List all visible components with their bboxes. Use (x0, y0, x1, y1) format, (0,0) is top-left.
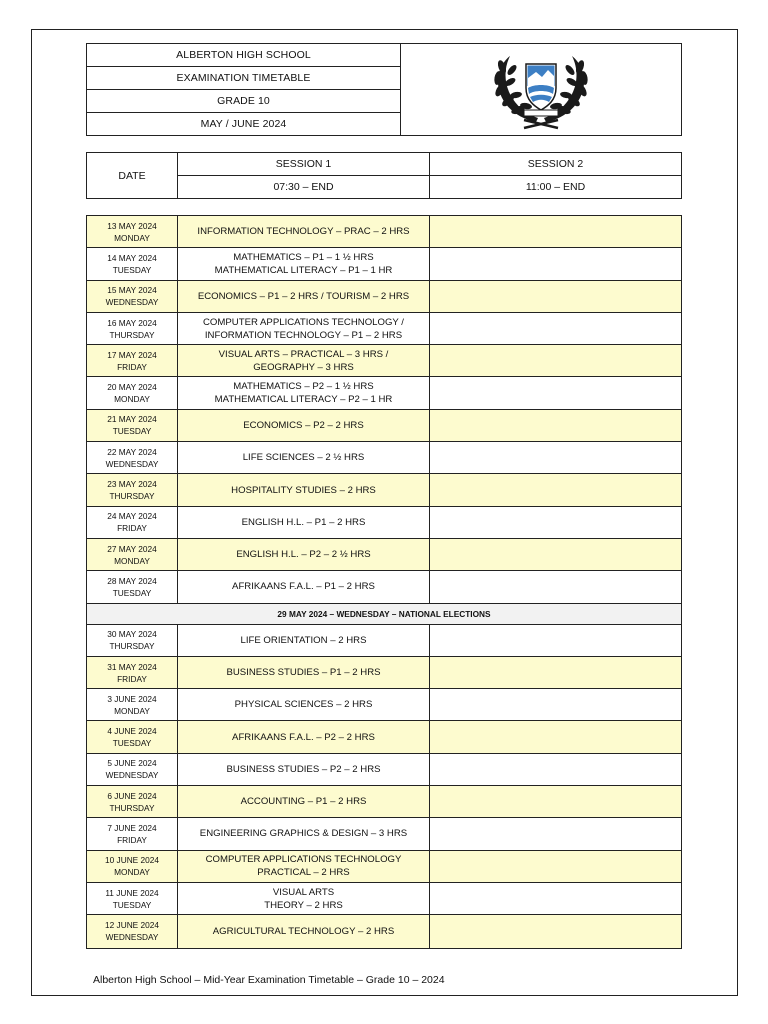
session1-cell (178, 345, 430, 376)
date-cell (87, 377, 178, 408)
special-notice-text: 29 MAY 2024 – WEDNESDAY – NATIONAL ELECTIONS (277, 608, 491, 619)
exam-day: WEDNESDAY (105, 770, 159, 781)
session1-cell (178, 442, 430, 473)
session2-cell (430, 721, 681, 752)
header-block (86, 43, 682, 136)
session1-cell (178, 313, 430, 344)
table-row (87, 786, 681, 818)
exam-day: THURSDAY (109, 641, 155, 652)
exam-date: 10 JUNE 2024 (105, 855, 159, 866)
session2-cell (430, 507, 681, 538)
subject-line: ACCOUNTING – P1 – 2 HRS (240, 796, 367, 808)
session2-cell (430, 818, 681, 849)
subject-line: ENGLISH H.L. – P2 – 2 ½ HRS (236, 549, 371, 561)
table-row (87, 281, 681, 313)
subject-line: INFORMATION TECHNOLOGY – P1 – 2 HRS (204, 329, 403, 341)
date-cell (87, 689, 178, 720)
table-row (87, 377, 681, 409)
subject-line: COMPUTER APPLICATIONS TECHNOLOGY (205, 854, 402, 866)
session-header (86, 152, 682, 199)
exam-day: THURSDAY (109, 491, 155, 502)
subject-line: MATHEMATICAL LITERACY – P2 – 1 HR (214, 394, 393, 406)
subject-line: MATHEMATICS – P1 – 1 ½ HRS (233, 251, 374, 263)
special-notice-row (87, 604, 681, 625)
session1-cell (178, 657, 430, 688)
exam-day: FRIDAY (117, 523, 147, 534)
table-row (87, 721, 681, 753)
table-row (87, 507, 681, 539)
date-cell (87, 345, 178, 376)
exam-day: THURSDAY (109, 802, 155, 813)
date-cell (87, 539, 178, 570)
page-footer: Alberton High School – Mid-Year Examination Timetable – Grade 10 – 2024 (93, 974, 445, 986)
subject-line: HOSPITALITY STUDIES – 2 HRS (231, 484, 376, 496)
session1-time: 07:30 – END (178, 176, 430, 199)
session2-cell (430, 571, 681, 602)
subject-line: ECONOMICS – P1 – 2 HRS / TOURISM – 2 HRS (197, 290, 410, 302)
session1-cell (178, 915, 430, 947)
session2-header: SESSION 2 (430, 153, 681, 176)
session2-cell (430, 474, 681, 505)
session1-cell (178, 818, 430, 849)
session2-cell (430, 786, 681, 817)
session2-cell (430, 345, 681, 376)
session1-cell (178, 851, 430, 882)
session1-cell (178, 689, 430, 720)
exam-date: 30 MAY 2024 (107, 629, 157, 640)
date-column-header: DATE (87, 153, 178, 198)
date-cell (87, 216, 178, 247)
exam-day: MONDAY (114, 232, 150, 243)
subject-line: AGRICULTURAL TECHNOLOGY – 2 HRS (212, 925, 395, 937)
date-cell (87, 313, 178, 344)
date-cell (87, 474, 178, 505)
exam-day: MONDAY (114, 394, 150, 405)
exam-day: TUESDAY (112, 738, 152, 749)
session1-cell (178, 507, 430, 538)
exam-day: MONDAY (114, 555, 150, 566)
date-cell (87, 754, 178, 785)
session2-cell (430, 915, 681, 947)
session2-cell (430, 689, 681, 720)
school-name: ALBERTON HIGH SCHOOL (87, 44, 400, 67)
session2-time: 11:00 – END (525, 180, 586, 193)
exam-day: FRIDAY (117, 673, 147, 684)
crest-cell (401, 44, 681, 135)
table-row (87, 689, 681, 721)
table-row (87, 818, 681, 850)
date-cell (87, 281, 178, 312)
session2-cell (430, 625, 681, 656)
date-cell (87, 786, 178, 817)
exam-date: 23 MAY 2024 (107, 479, 157, 490)
exam-day: MONDAY (114, 705, 150, 716)
session2-cell (430, 248, 681, 279)
session1-cell (178, 474, 430, 505)
subject-line: GEOGRAPHY – 3 HRS (253, 361, 354, 373)
exam-period: MAY / JUNE 2024 (200, 118, 287, 130)
exam-date: 4 JUNE 2024 (107, 726, 157, 737)
session2-cell (430, 281, 681, 312)
table-row (87, 571, 681, 603)
subject-line: LIFE ORIENTATION – 2 HRS (240, 634, 367, 646)
subject-line: INFORMATION TECHNOLOGY – PRAC – 2 HRS (197, 226, 410, 238)
exam-day: FRIDAY (117, 361, 147, 372)
session1-cell (178, 625, 430, 656)
exam-day: MONDAY (114, 867, 150, 878)
session2-cell (430, 754, 681, 785)
exam-day: TUESDAY (112, 587, 152, 598)
table-row (87, 851, 681, 883)
session1-cell (178, 883, 430, 914)
subject-line: LIFE SCIENCES – 2 ½ HRS (242, 452, 365, 464)
subject-line: BUSINESS STUDIES – P2 – 2 HRS (226, 763, 381, 775)
table-row (87, 657, 681, 689)
exam-date: 28 MAY 2024 (107, 575, 157, 586)
table-row (87, 883, 681, 915)
exam-day: WEDNESDAY (105, 297, 159, 308)
timetable (86, 215, 682, 949)
date-cell (87, 625, 178, 656)
session1-cell (178, 786, 430, 817)
table-row (87, 625, 681, 657)
exam-day: TUESDAY (112, 899, 152, 910)
table-row (87, 539, 681, 571)
date-cell (87, 721, 178, 752)
session2-cell (430, 883, 681, 914)
session1-cell (178, 248, 430, 279)
table-row (87, 248, 681, 280)
session1-header: SESSION 1 (178, 153, 430, 176)
session1-cell (178, 571, 430, 602)
date-cell (87, 883, 178, 914)
date-cell (87, 507, 178, 538)
subject-line: ECONOMICS – P2 – 2 HRS (243, 419, 364, 431)
exam-day: THURSDAY (109, 329, 155, 340)
session2-cell (430, 851, 681, 882)
table-row (87, 216, 681, 248)
table-row (87, 410, 681, 442)
header-lines (87, 44, 401, 135)
session2-cell (430, 442, 681, 473)
subject-line: VISUAL ARTS (272, 886, 335, 898)
exam-date: 5 JUNE 2024 (107, 758, 157, 769)
document-title: EXAMINATION TIMETABLE (87, 67, 400, 90)
date-cell (87, 248, 178, 279)
session2-cell (430, 377, 681, 408)
session1-cell (178, 410, 430, 441)
exam-date: 15 MAY 2024 (107, 285, 157, 296)
exam-date: 31 MAY 2024 (107, 661, 157, 672)
subject-line: ENGLISH H.L. – P1 – 2 HRS (241, 516, 366, 528)
session2-cell (430, 539, 681, 570)
exam-day: WEDNESDAY (105, 458, 159, 469)
exam-date: 14 MAY 2024 (107, 252, 157, 263)
subject-line: ENGINEERING GRAPHICS & DESIGN – 3 HRS (199, 828, 408, 840)
subject-line: MATHEMATICAL LITERACY – P1 – 1 HR (214, 264, 393, 276)
date-cell (87, 571, 178, 602)
table-row (87, 313, 681, 345)
session1-cell (178, 754, 430, 785)
date-cell (87, 410, 178, 441)
exam-date: 3 JUNE 2024 (107, 693, 157, 704)
exam-day: WEDNESDAY (105, 932, 159, 943)
exam-day: TUESDAY (112, 426, 152, 437)
date-cell (87, 442, 178, 473)
subject-line: AFRIKAANS F.A.L. – P1 – 2 HRS (232, 581, 375, 593)
subject-line: MATHEMATICS – P2 – 1 ½ HRS (233, 381, 374, 393)
exam-date: 6 JUNE 2024 (107, 790, 157, 801)
subject-line: VISUAL ARTS – PRACTICAL – 3 HRS / (218, 348, 389, 360)
session2-cell (430, 216, 681, 247)
exam-date: 21 MAY 2024 (107, 414, 157, 425)
exam-day: FRIDAY (117, 834, 147, 845)
grade-label: GRADE 10 (87, 90, 400, 113)
subject-line: THEORY – 2 HRS (264, 899, 343, 911)
session1-cell (178, 216, 430, 247)
date-cell (87, 657, 178, 688)
subject-line: BUSINESS STUDIES – P1 – 2 HRS (226, 667, 381, 678)
subject-line: PRACTICAL – 2 HRS (257, 867, 350, 879)
exam-date: 12 JUNE 2024 (105, 920, 159, 931)
exam-date: 22 MAY 2024 (107, 446, 157, 457)
subject-line: PHYSICAL SCIENCES – 2 HRS (234, 699, 373, 711)
table-row (87, 442, 681, 474)
session2-cell (430, 657, 681, 688)
session1-cell (178, 539, 430, 570)
date-cell (87, 818, 178, 849)
school-crest-logo (486, 48, 596, 132)
exam-date: 20 MAY 2024 (107, 382, 157, 393)
exam-date: 17 MAY 2024 (107, 349, 157, 360)
exam-date: 24 MAY 2024 (107, 511, 157, 522)
table-row (87, 345, 681, 377)
date-cell (87, 915, 178, 947)
subject-line: AFRIKAANS F.A.L. – P2 – 2 HRS (232, 731, 375, 743)
exam-date: 13 MAY 2024 (107, 220, 157, 231)
subject-line: COMPUTER APPLICATIONS TECHNOLOGY / (203, 316, 404, 328)
date-cell (87, 851, 178, 882)
exam-date: 16 MAY 2024 (107, 317, 157, 328)
exam-date: 7 JUNE 2024 (107, 822, 157, 833)
session1-cell (178, 377, 430, 408)
exam-day: TUESDAY (112, 264, 152, 275)
exam-date: 11 JUNE 2024 (105, 887, 159, 898)
session2-cell (430, 410, 681, 441)
table-row (87, 915, 681, 947)
session2-cell (430, 313, 681, 344)
table-row (87, 754, 681, 786)
session1-cell (178, 721, 430, 752)
session1-cell (178, 281, 430, 312)
table-row (87, 474, 681, 506)
exam-date: 27 MAY 2024 (107, 543, 157, 554)
